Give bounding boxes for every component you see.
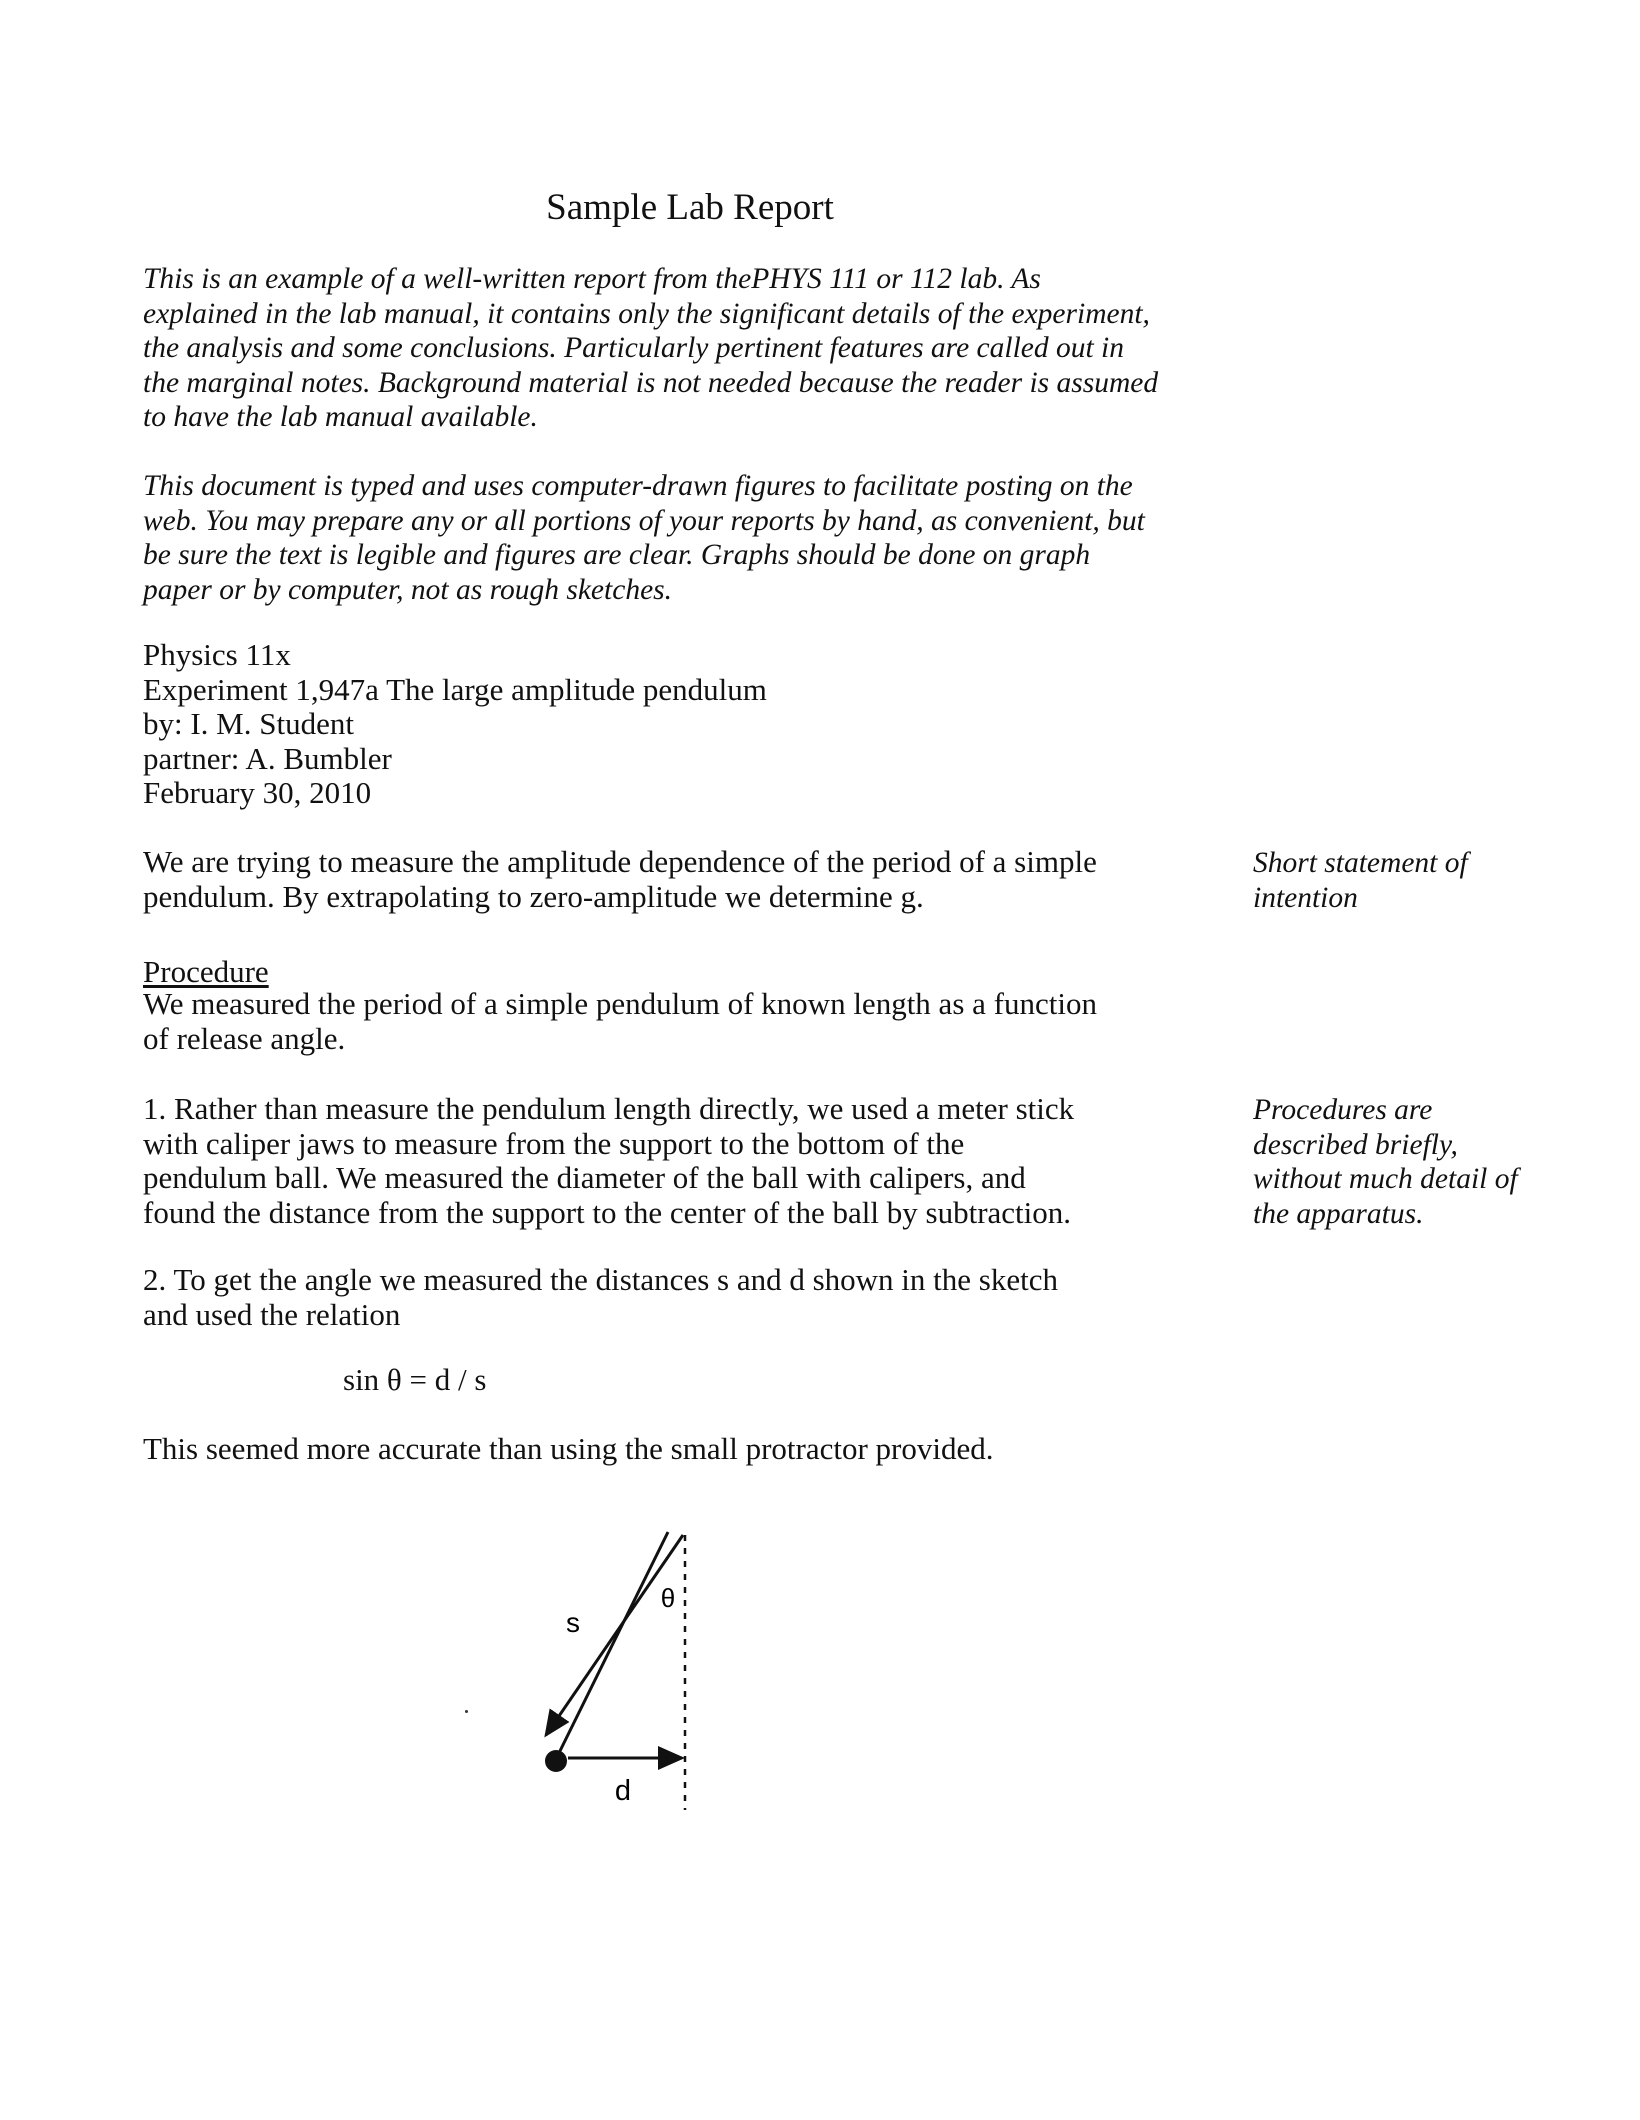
margin-note-line: described briefly, bbox=[1253, 1128, 1458, 1161]
report-header bbox=[143, 638, 767, 811]
pendulum-bob bbox=[545, 1750, 567, 1772]
margin-note-line: the apparatus. bbox=[1253, 1197, 1424, 1230]
pendulum-sketch bbox=[520, 1515, 720, 1815]
margin-note-line: Short statement of bbox=[1253, 847, 1468, 879]
course-name: Physics 11x bbox=[143, 637, 291, 672]
angle-equation: sin θ = d / s bbox=[343, 1362, 487, 1397]
procedure-line: We measured the period of a simple pendulum of known length as a function bbox=[143, 986, 1097, 1021]
intro-line: This document is typed and uses computer-drawn figures to facilitate posting on the bbox=[143, 470, 1133, 502]
step-line: and used the relation bbox=[143, 1296, 401, 1332]
step-line: with caliper jaws to measure from the support to the bottom of the bbox=[143, 1125, 965, 1161]
margin-note-line: intention bbox=[1253, 881, 1358, 914]
intention-line: We are trying to measure the amplitude dependence of the period of a simple bbox=[143, 844, 1097, 879]
s-distance-arrow-up bbox=[546, 1537, 663, 1735]
after-equation-line: This seemed more accurate than using the small protractor provided. bbox=[143, 1431, 994, 1466]
page-title: Sample Lab Report bbox=[546, 187, 834, 228]
intro-paragraph-1 bbox=[143, 262, 1263, 435]
label-s: s bbox=[566, 1607, 580, 1638]
label-d: d bbox=[614, 1775, 632, 1807]
after-equation-text bbox=[143, 1432, 1243, 1467]
intro-line: paper or by computer, not as rough sketches. bbox=[143, 573, 673, 606]
margin-note-line: Procedures are bbox=[1253, 1094, 1433, 1126]
procedure-step-1 bbox=[143, 1092, 1243, 1230]
procedure-summary bbox=[143, 987, 1243, 1056]
intro-line: This is an example of a well-written report from thePHYS 111 or 112 lab. As bbox=[143, 263, 1041, 295]
margin-note-intention bbox=[1253, 846, 1573, 915]
intention-paragraph bbox=[143, 845, 1243, 914]
partner-name: partner: A. Bumbler bbox=[143, 740, 392, 776]
procedure-step-2 bbox=[143, 1263, 1243, 1332]
margin-note-procedures bbox=[1253, 1093, 1573, 1231]
intro-paragraph-2 bbox=[143, 469, 1263, 607]
label-theta: θ bbox=[660, 1583, 676, 1613]
stray-dot bbox=[465, 1710, 468, 1713]
intro-line: the marginal notes. Background material is not needed because the reader is assumed bbox=[143, 366, 1159, 399]
intention-line: pendulum. By extrapolating to zero-amplitude we determine g. bbox=[143, 878, 924, 914]
step-line: pendulum ball. We measured the diameter of the ball with calipers, and bbox=[143, 1160, 1026, 1195]
intro-line: be sure the text is legible and figures are clear. Graphs should be done on graph bbox=[143, 539, 1091, 571]
report-date: February 30, 2010 bbox=[143, 775, 372, 810]
intro-line: the analysis and some conclusions. Particularly pertinent features are called out in bbox=[143, 332, 1125, 364]
procedure-line: of release angle. bbox=[143, 1020, 346, 1056]
intro-line: to have the lab manual available. bbox=[143, 401, 538, 433]
step-line: 2. To get the angle we measured the distances s and d shown in the sketch bbox=[143, 1262, 1058, 1297]
experiment-title: Experiment 1,947a The large amplitude pendulum bbox=[143, 671, 767, 707]
intro-line: web. You may prepare any or all portions of your reports by hand, as convenient, but bbox=[143, 504, 1145, 537]
intro-line: explained in the lab manual, it contains only the significant details of the experiment, bbox=[143, 297, 1150, 330]
step-line: found the distance from the support to the center of the ball by subtraction. bbox=[143, 1194, 1072, 1230]
margin-note-line: without much detail of bbox=[1253, 1163, 1518, 1195]
step-line: 1. Rather than measure the pendulum length directly, we used a meter stick bbox=[143, 1091, 1075, 1126]
pendulum-string bbox=[558, 1532, 668, 1755]
procedure-heading: Procedure bbox=[143, 954, 269, 989]
author-name: by: I. M. Student bbox=[143, 706, 354, 741]
